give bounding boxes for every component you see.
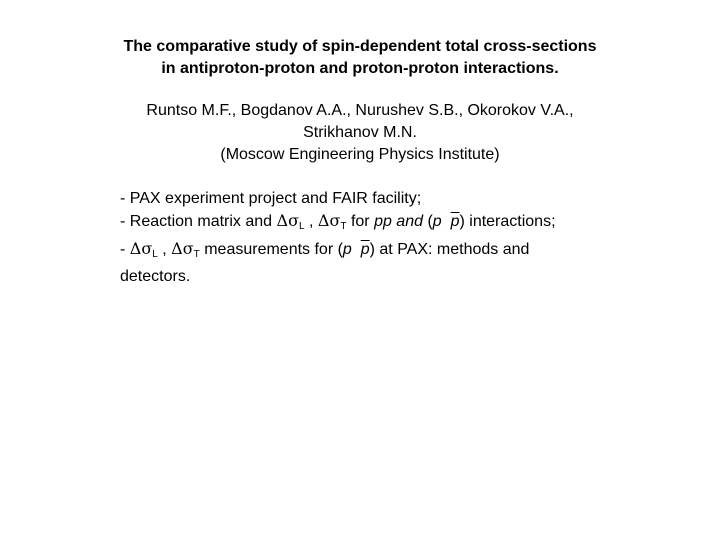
for-text: for xyxy=(346,213,375,230)
authors-line-1: Runtso M.F., Bogdanov A.A., Nurushev S.B., Okorokov V.A., xyxy=(146,102,574,119)
bullet-reaction-matrix xyxy=(120,210,660,238)
p-symbol: p xyxy=(432,213,442,230)
sub-t-2: T xyxy=(193,249,200,260)
sub-t: T xyxy=(340,221,347,232)
interactions-text: ) interactions; xyxy=(459,213,556,230)
sub-l-2: L xyxy=(152,249,158,260)
delta-sigma-t-2: Δσ xyxy=(171,239,194,258)
sub-l: L xyxy=(299,221,305,232)
measurements-text: measurements for ( xyxy=(199,241,343,258)
delta-sigma-l: Δσ xyxy=(276,211,299,230)
bullet-dash: - xyxy=(120,241,130,258)
bullet-reaction-prefix: - Reaction matrix and xyxy=(120,213,277,230)
open-paren: ( xyxy=(423,213,433,230)
delta-sigma-t: Δσ xyxy=(317,211,341,230)
authors-line-2: Strikhanov M.N. xyxy=(303,124,417,141)
delta-sigma-l-2: Δσ xyxy=(129,239,153,258)
slide-title xyxy=(60,36,660,80)
title-line-1: The comparative study of spin-dependent total cross-sections xyxy=(123,38,597,55)
pp-and-text: pp and xyxy=(374,213,423,230)
bullet-measurements-cont: detectors. xyxy=(120,268,191,285)
comma-separator: , xyxy=(304,213,318,230)
title-line-2: in antiproton-proton and proton-proton interactions. xyxy=(161,60,559,77)
bullet-measurements xyxy=(120,238,660,266)
authors-block xyxy=(60,100,660,166)
comma-separator-2: , xyxy=(157,241,172,258)
pbar-symbol: $\overline{p}$ xyxy=(450,213,460,230)
pbar-symbol-2: $\overline{p}$ xyxy=(360,241,370,258)
p-symbol-2: p xyxy=(342,241,352,258)
bullet-pax: - PAX experiment project and FAIR facility; xyxy=(120,190,422,207)
methods-text: ) at PAX: methods and xyxy=(369,241,530,258)
bullet-list xyxy=(120,188,660,288)
institute: (Moscow Engineering Physics Institute) xyxy=(220,146,500,163)
